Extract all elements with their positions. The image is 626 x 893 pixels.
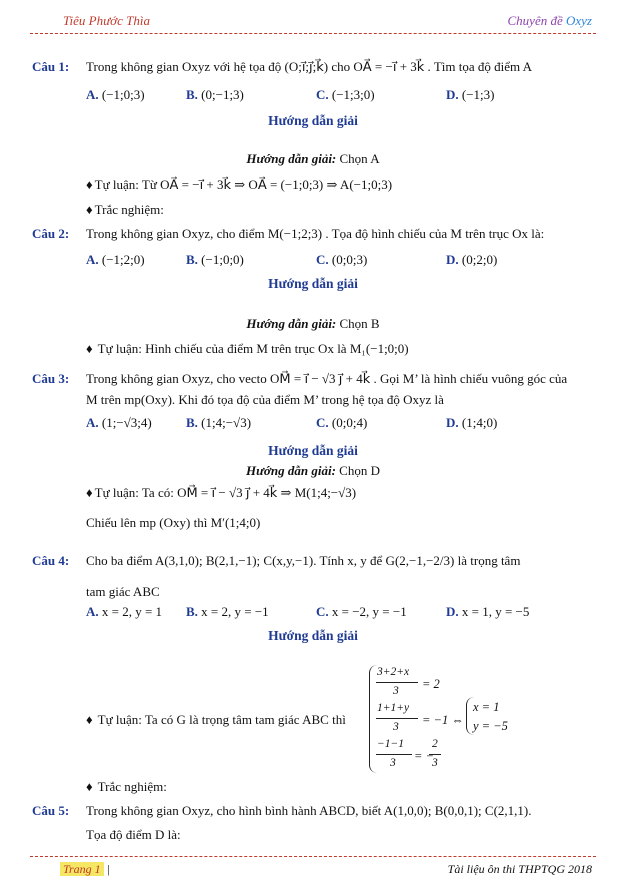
footer-page: Trang 1 |	[60, 862, 110, 877]
q4-multiple-choice-note: ♦ Trắc nghiệm:	[86, 779, 167, 794]
header-rule	[30, 33, 596, 34]
q2-guide-heading: Hướng dẫn giải	[268, 276, 358, 291]
eq3-rhs-fraction-bar	[429, 754, 441, 755]
q1-option-d: D. (−1;3)	[446, 87, 495, 102]
q3-option-b: B. (1;4;−√3)	[186, 415, 252, 430]
question-3-text-line1: Trong không gian Oxyz, cho vecto OM⃗ = i⃗ − √3 j⃗ + 4k⃗ . Gọi M’ là hình chiếu vuông góc của	[86, 371, 568, 386]
eq1-numerator: 3+2+x	[377, 666, 410, 678]
q1-answer-line: Hướng dẫn giải: Chọn A	[246, 151, 380, 166]
eq3-rhs-denominator: 3	[432, 757, 438, 769]
eq3-denominator: 3	[390, 757, 396, 769]
question-5-label: Câu 5:	[32, 803, 70, 818]
solution-x: x = 1	[473, 700, 500, 714]
q2-answer-line: Hướng dẫn giải: Chọn B	[246, 316, 380, 331]
header-topic: Chuyên đề Oxyz	[507, 13, 592, 28]
q1-option-c: C. (−1;3;0)	[316, 87, 375, 102]
q4-option-a: A. x = 2, y = 1	[86, 604, 163, 619]
question-5-text-line2: Tọa độ điểm D là:	[86, 827, 181, 842]
q1-multiple-choice-note: ♦ Trắc nghiệm:	[86, 202, 164, 217]
q4-guide-heading: Hướng dẫn giải	[268, 628, 358, 643]
header-author: Tiêu Phước Thìa	[63, 13, 150, 28]
q4-solution: ♦ Tự luận: Ta có G là trọng tâm tam giác ABC thì	[86, 712, 346, 727]
eq2-numerator: 1+1+y	[377, 702, 410, 714]
q2-option-d: D. (0;2;0)	[446, 252, 498, 267]
question-5-text-line1: Trong không gian Oxyz, cho hình bình hành ABCD, biết A(1,0,0); B(0,0,1); C(2,1,1).	[86, 803, 532, 818]
solution-y: y = −5	[473, 719, 508, 733]
question-3-text-line2: M trên mp(Oxy). Khi đó tọa độ của điểm M’ trong hệ tọa độ Oxyz là	[86, 392, 444, 407]
q3-solution: ♦ Tự luận: Ta có: OM⃗ = i⃗ − √3 j⃗ + 4k⃗ ⇒ M(1;4;−√3)	[86, 485, 357, 500]
eq1-rhs: = 2	[422, 677, 440, 691]
question-4-text-line2: tam giác ABC	[86, 584, 160, 599]
q1-solution: ♦ Tự luận: Từ OA⃗ = −i⃗ + 3k⃗ ⇒ OA⃗ = (−1;0;3) ⇒ A(−1;0;3)	[86, 177, 393, 192]
q4-option-c: C. x = −2, y = −1	[316, 604, 407, 619]
eq3-numerator: −1−1	[377, 738, 405, 750]
eq2-rhs: = −1 ⇔	[422, 713, 464, 727]
q4-option-b: B. x = 2, y = −1	[186, 604, 269, 619]
question-3-label: Câu 3:	[32, 371, 70, 386]
question-2-label: Câu 2:	[32, 226, 70, 241]
eq2-denominator: 3	[393, 721, 399, 733]
q2-option-a: A. (−1;2;0)	[86, 252, 145, 267]
q1-option-a: A. (−1;0;3)	[86, 87, 145, 102]
q1-option-b: B. (0;−1;3)	[186, 87, 244, 102]
q3-option-c: C. (0;0;4)	[316, 415, 368, 430]
eq1-denominator: 3	[393, 685, 399, 697]
question-4-text-line1: Cho ba điểm A(3,1,0); B(2,1,−1); C(x,y,−1). Tính x, y để G(2,−1,−2/3) là trọng tâm	[86, 553, 521, 568]
q3-guide-heading: Hướng dẫn giải	[268, 443, 358, 458]
q2-solution: ♦ Tự luận: Hình chiếu của điểm M trên trục Ox là M₁(−1;0;0)	[86, 341, 409, 356]
eq1-fraction-bar	[376, 682, 418, 683]
q3-projection-line: Chiếu lên mp (Oxy) thì M′(1;4;0)	[86, 515, 261, 530]
question-2-text: Trong không gian Oxyz, cho điểm M(−1;2;3) . Tọa độ hình chiếu của M trên trục Ox là:	[86, 226, 545, 241]
eq3-rhs-numerator: 2	[432, 738, 438, 750]
q4-option-d: D. x = 1, y = −5	[446, 604, 530, 619]
eq3-equals: = −	[414, 749, 434, 763]
q3-option-a: A. (1;−√3;4)	[86, 415, 152, 430]
q1-guide-heading: Hướng dẫn giải	[268, 113, 358, 128]
question-1-label: Câu 1:	[32, 59, 70, 74]
q3-answer-line: Hướng dẫn giải: Chọn D	[246, 463, 380, 478]
eq2-fraction-bar	[376, 718, 418, 719]
question-1-text: Trong không gian Oxyz với hệ tọa độ (O;i⃗;j⃗;k⃗) cho OA⃗ = −i⃗ + 3k⃗ . Tìm tọa độ điểm A	[86, 59, 533, 74]
q2-option-b: B. (−1;0;0)	[186, 252, 244, 267]
footer-title: Tài liệu ôn thi THPTQG 2018	[447, 862, 592, 876]
q2-option-c: C. (0;0;3)	[316, 252, 368, 267]
question-4-label: Câu 4:	[32, 553, 70, 568]
eq3-fraction-bar	[376, 754, 412, 755]
footer-rule	[30, 856, 596, 857]
q3-option-d: D. (1;4;0)	[446, 415, 498, 430]
